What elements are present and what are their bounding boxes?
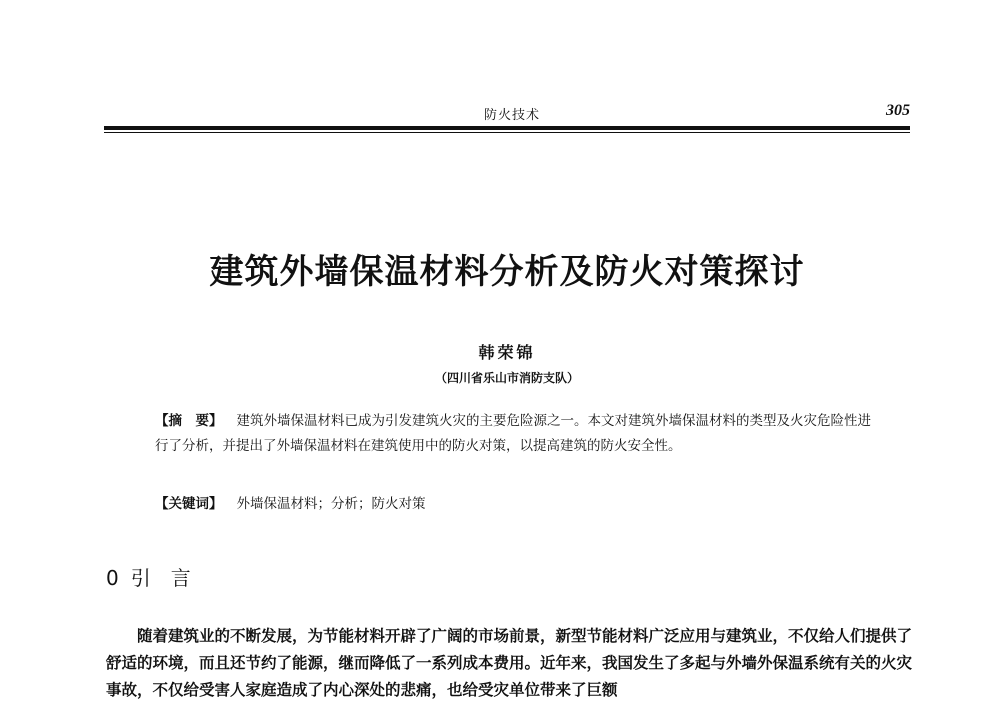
paper-title: 建筑外墙保温材料分析及防火对策探讨 <box>209 252 805 292</box>
abstract-block <box>155 409 880 459</box>
abstract-text: 建筑外墙保温材料已成为引发建筑火灾的主要危险源之一。本文对建筑外墙保温材料的类型及火灾危险性进行了分析，并提出了外墙保温材料在建筑使用中的防火对策，以提高建筑的防火安全性。 <box>155 413 871 454</box>
keywords-text: 外墙保温材料；分析；防火对策 <box>236 496 426 512</box>
abstract-label: 【摘 要】 <box>155 413 223 429</box>
author-name: 韩荣锦 <box>478 343 536 362</box>
keywords-block <box>155 494 880 514</box>
header-rule-thin <box>104 132 910 133</box>
author-affiliation: （四川省乐山市消防支队） <box>434 371 579 385</box>
body-paragraph: 随着建筑业的不断发展，为节能材料开辟了广阔的市场前景，新型节能材料广泛应用与建筑业，不仅给人们提供了舒适的环境，而且还节约了能源，继而降低了一系列成本费用。近年来，我国发生了多起与外墙外保温系统有关的火灾事故，不仅给受害人家庭造成了内心深处的悲痛，也给受灾单位带来了巨额 <box>106 626 913 699</box>
section-title: 引言 <box>130 566 211 590</box>
running-header-journal: 防火技术 <box>483 108 540 123</box>
keywords-label: 【关键词】 <box>155 496 223 512</box>
section-number: 0 <box>106 566 119 590</box>
header-rule-thick <box>104 126 910 130</box>
section-heading <box>106 562 211 591</box>
page-number: 305 <box>886 102 910 119</box>
